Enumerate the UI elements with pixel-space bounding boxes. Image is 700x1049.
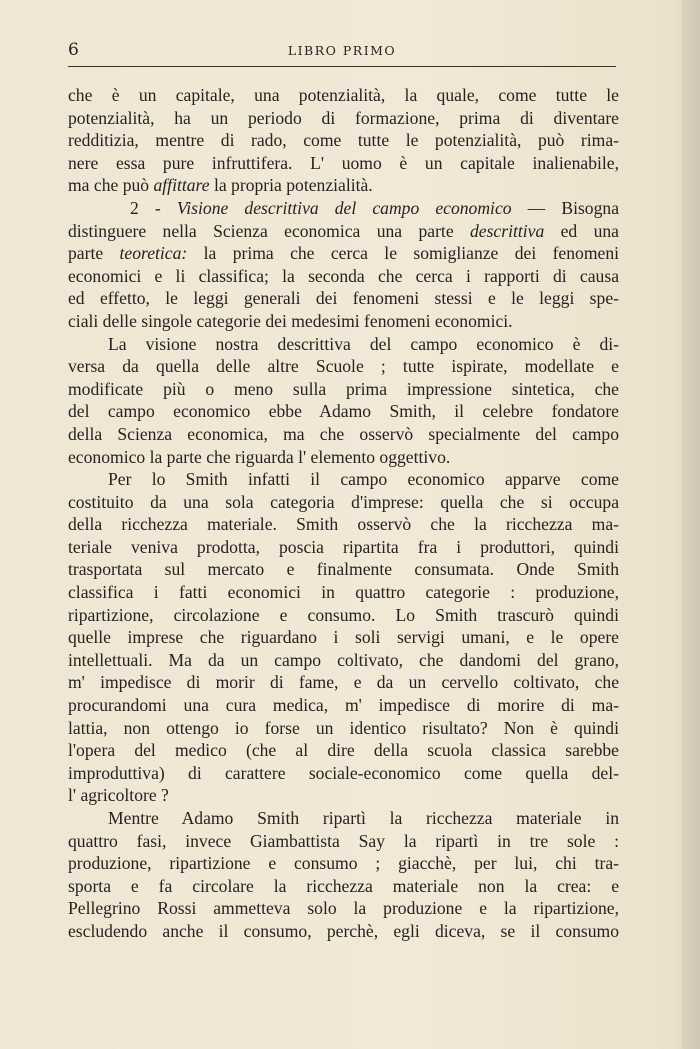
- text-segment: parte: [68, 243, 120, 264]
- text-segment: nere essa pure infruttifera. L' uomo è un capitale inalienabile,: [68, 152, 619, 173]
- text-line: [68, 830, 619, 853]
- text-line: [68, 378, 619, 401]
- text-segment: Per lo Smith infatti il campo economico apparve come: [108, 469, 619, 490]
- text-segment: redditizia, mentre di rado, come tutte le potenzialità, può rima-: [68, 130, 619, 151]
- page-header: [68, 40, 616, 64]
- text-segment: — Bisogna: [511, 197, 620, 218]
- text-segment: 2 -: [130, 197, 177, 218]
- italic-text: affittare: [153, 175, 210, 196]
- text-line: [68, 694, 619, 717]
- text-line: [68, 197, 619, 220]
- text-segment: lattia, non ottengo io forse un identico risultato? Non è quindi: [68, 717, 619, 738]
- text-segment: teriale veniva prodotta, poscia ripartita fra i produttori, quindi: [68, 536, 619, 557]
- text-line: [68, 152, 619, 175]
- italic-text: teoretica:: [119, 243, 188, 264]
- text-segment: modificate più o meno sulla prima impressione sintetica, che: [68, 378, 619, 399]
- text-line: [68, 920, 619, 943]
- text-line: [68, 310, 619, 333]
- text-segment: distinguere nella Scienza economica una parte: [68, 220, 470, 241]
- text-segment: quattro fasi, invece Giambattista Say la ripartì in tre sole :: [68, 830, 619, 851]
- text-line: [68, 604, 619, 627]
- italic-text: descrittiva: [469, 220, 545, 241]
- text-segment: economico la parte che riguarda l' elemento oggettivo.: [68, 446, 451, 467]
- page-edge-shadow: [682, 0, 700, 1049]
- text-line: [68, 287, 619, 310]
- text-line: [68, 581, 619, 604]
- text-line: [68, 468, 619, 491]
- text-line: [68, 807, 619, 830]
- text-segment: la prima che cerca le somiglianze dei fenomeni: [187, 243, 620, 264]
- text-segment: La visione nostra descrittiva del campo economico è di-: [108, 333, 619, 354]
- text-line: [68, 649, 619, 672]
- text-segment: ma che può: [68, 175, 154, 196]
- text-segment: versa da quella delle altre Scuole ; tutte ispirate, modellate e: [68, 356, 619, 377]
- text-line: [68, 558, 619, 581]
- header-rule: [68, 66, 616, 67]
- text-line: [68, 355, 619, 378]
- text-line: [68, 107, 619, 130]
- text-line: [68, 129, 619, 152]
- text-line: [68, 739, 619, 762]
- text-segment: l' agricoltore ?: [68, 785, 169, 806]
- text-segment: intellettuali. Ma da un campo coltivato, che dandomi del grano,: [68, 649, 619, 670]
- text-segment: potenzialità, ha un periodo di formazione, prima di diventare: [68, 107, 619, 128]
- text-segment: della Scienza economica, ma che osservò specialmente del campo: [68, 423, 619, 444]
- page-number: 6: [68, 40, 79, 60]
- text-line: [68, 423, 619, 446]
- text-line: [68, 220, 619, 243]
- text-line: [68, 536, 619, 559]
- text-line: [68, 762, 619, 785]
- text-segment: escludendo anche il consumo, perchè, egli diceva, se il consumo: [68, 920, 619, 941]
- text-line: [68, 897, 619, 920]
- text-segment: procurandomi una cura medica, m' impedisce di morire di ma-: [68, 695, 619, 716]
- text-segment: ed effetto, le leggi generali dei fenomeni stessi e le leggi spe-: [68, 288, 619, 309]
- text-segment: che è un capitale, una potenzialità, la quale, come tutte le: [68, 85, 619, 105]
- text-line: [68, 513, 619, 536]
- text-segment: del campo economico ebbe Adamo Smith, il celebre fondatore: [68, 401, 619, 422]
- text-segment: costituito da una sola categoria d'imprese: quella che si occupa: [68, 491, 619, 512]
- text-line: [68, 265, 619, 288]
- text-line: [68, 242, 619, 265]
- text-line: [68, 875, 619, 898]
- running-head: LIBRO PRIMO: [287, 43, 397, 58]
- text-line: [68, 717, 619, 740]
- text-line: [68, 784, 619, 807]
- text-line: [68, 84, 619, 107]
- text-segment: ciali delle singole categorie dei medesimi fenomeni economici.: [68, 310, 513, 331]
- text-segment: classifica i fatti economici in quattro categorie : produzione,: [68, 582, 619, 603]
- text-segment: sporta e fa circolare la ricchezza materiale non la crea: e: [68, 875, 619, 896]
- text-segment: economici e li classifica; la seconda che cerca i rapporti di causa: [68, 265, 619, 286]
- text-line: [68, 333, 619, 356]
- text-segment: produzione, ripartizione e consumo ; giacchè, per lui, chi tra-: [68, 853, 619, 874]
- text-segment: ripartizione, circolazione e consumo. Lo Smith trascurò quindi: [68, 604, 619, 625]
- text-segment: la propria potenzialità.: [209, 175, 373, 196]
- body-text: [68, 84, 619, 943]
- text-line: [68, 446, 619, 469]
- text-segment: m' impedisce di morir di fame, e da un cervello coltivato, che: [68, 672, 619, 693]
- text-segment: Mentre Adamo Smith ripartì la ricchezza materiale in: [108, 808, 619, 828]
- text-segment: trasportata sul mercato e finalmente consumata. Onde Smith: [68, 559, 619, 580]
- text-line: [68, 400, 619, 423]
- text-line: [68, 174, 619, 197]
- text-segment: l'opera del medico (che al dire della scuola classica sarebbe: [68, 740, 619, 761]
- text-segment: Pellegrino Rossi ammetteva solo la produzione e la ripartizione,: [68, 898, 619, 919]
- text-line: [68, 671, 619, 694]
- italic-text: Visione descrittiva del campo economico: [176, 197, 512, 218]
- text-segment: improduttiva) di carattere sociale-economico come quella del-: [68, 762, 619, 783]
- text-line: [68, 626, 619, 649]
- text-segment: ed una: [544, 220, 619, 241]
- text-segment: quelle imprese che riguardano i soli servigi umani, e le opere: [68, 627, 619, 648]
- text-line: [68, 852, 619, 875]
- text-segment: della ricchezza materiale. Smith osservò che la ricchezza ma-: [68, 514, 619, 535]
- text-line: [68, 491, 619, 514]
